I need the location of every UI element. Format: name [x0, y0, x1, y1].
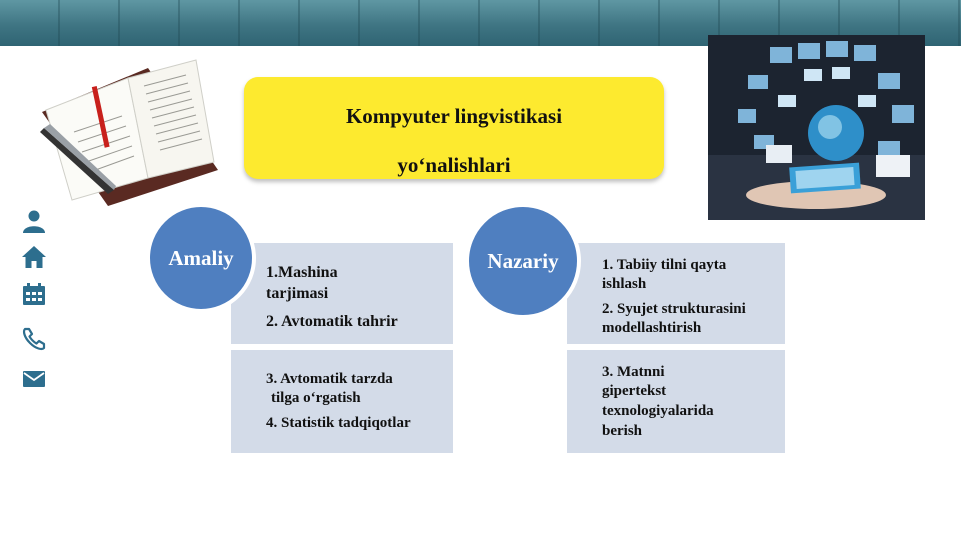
- amaliy-item-4: 4. Statistik tadqiqotlar: [266, 415, 411, 431]
- nazariy-item-3b: gipertekst: [602, 383, 667, 399]
- mail-icon[interactable]: [22, 367, 46, 391]
- nazariy-item-1a: 1. Tabiiy tilni qayta: [602, 257, 727, 273]
- amaliy-item-1b: tarjimasi: [266, 285, 329, 302]
- nazariy-item-3c: texnologiyalarida: [602, 403, 714, 419]
- nazariy-item-1b: ishlash: [602, 276, 647, 292]
- technology-photo: [708, 35, 925, 220]
- open-book-illustration: [36, 58, 222, 206]
- nazariy-item-3d: berish: [602, 423, 643, 439]
- calendar-icon[interactable]: [22, 282, 46, 306]
- amaliy-item-2: 2. Avtomatik tahrir: [266, 313, 398, 330]
- phone-icon[interactable]: [22, 327, 46, 351]
- amaliy-circle: Amaliy: [146, 203, 256, 313]
- nazariy-item-2b: modellashtirish: [602, 320, 702, 336]
- nazariy-item-2a: 2. Syujet strukturasini: [602, 301, 746, 317]
- amaliy-item-1a: 1.Mashina: [266, 264, 338, 281]
- amaliy-item-3b: tilga o‘rgatish: [271, 390, 361, 406]
- title-line-1: Kompyuter lingvistikasi: [345, 104, 563, 128]
- amaliy-item-3a: 3. Avtomatik tarzda: [266, 371, 393, 387]
- nazariy-card: [567, 243, 785, 453]
- nazariy-circle: Nazariy: [465, 203, 581, 319]
- home-icon[interactable]: [22, 245, 46, 269]
- nazariy-item-3a: 3. Matnni: [602, 364, 665, 380]
- title-box: [244, 77, 664, 179]
- title-line-2: yo‘nalishlari: [397, 153, 511, 177]
- user-icon[interactable]: [22, 209, 46, 233]
